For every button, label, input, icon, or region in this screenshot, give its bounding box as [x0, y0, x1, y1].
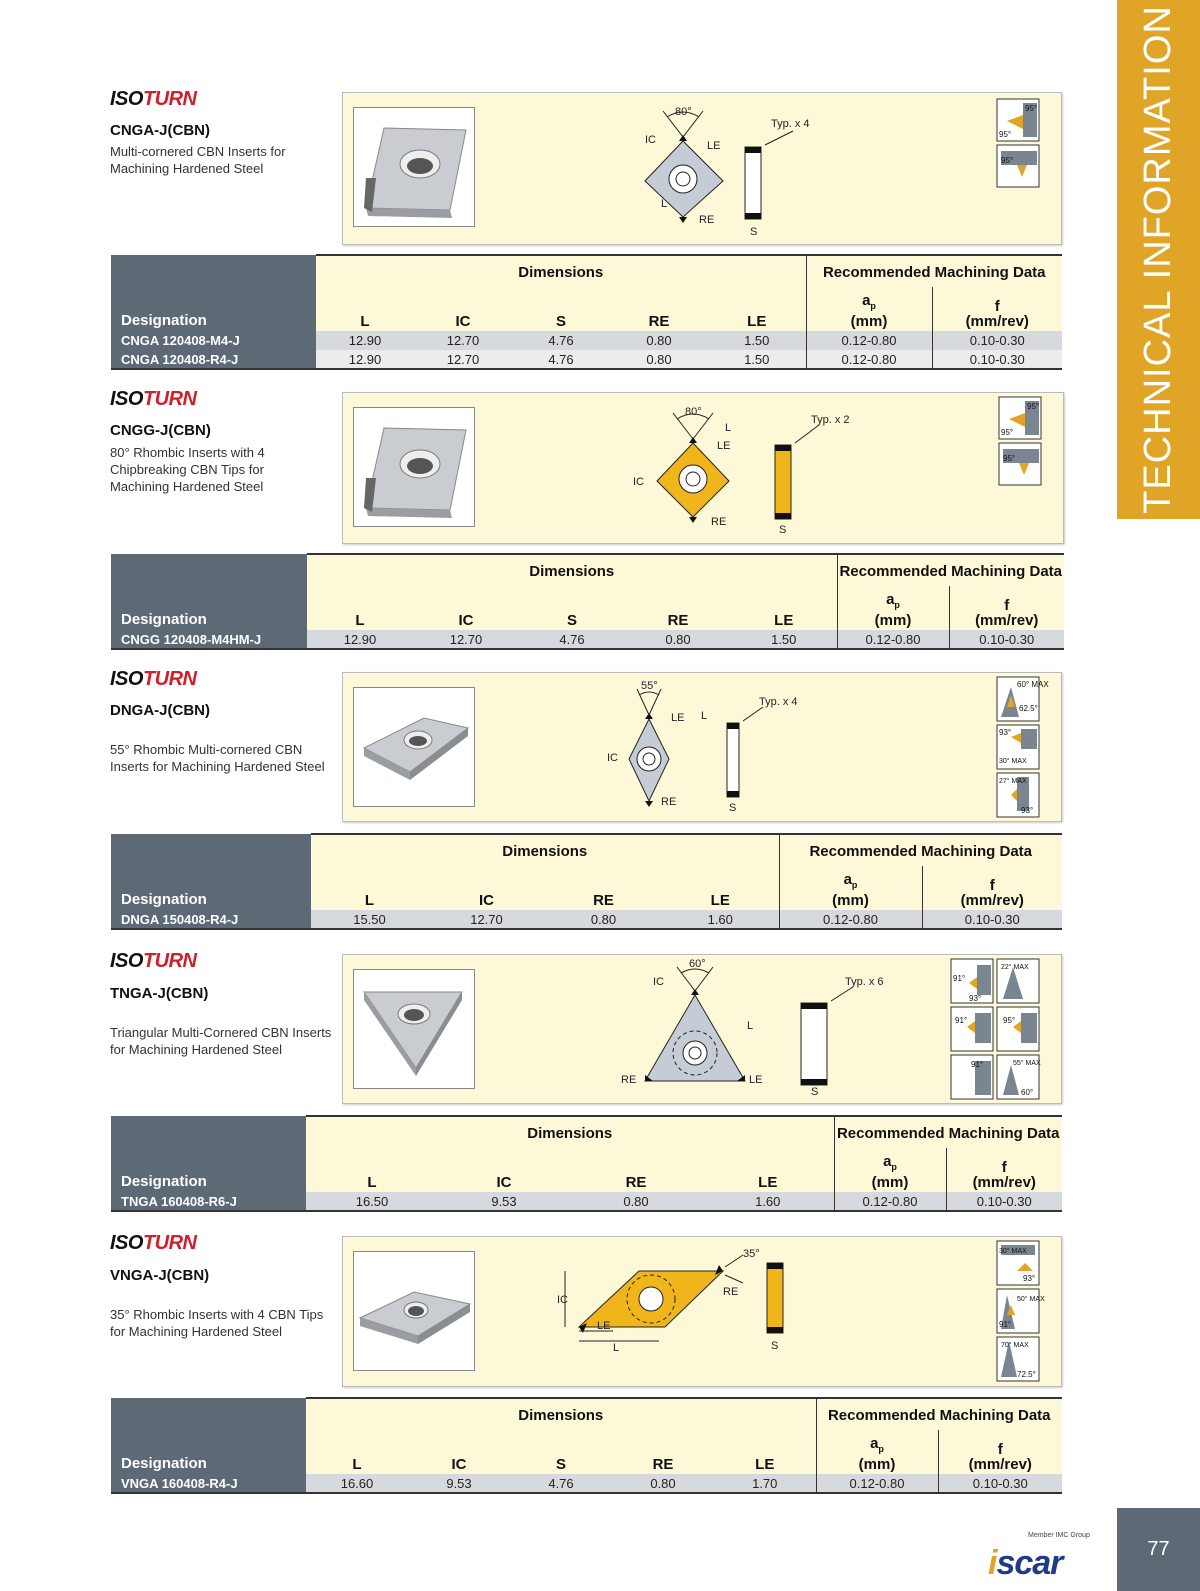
svg-text:80°: 80°	[675, 106, 692, 118]
svg-text:91°: 91°	[955, 1016, 968, 1025]
svg-text:95°: 95°	[1001, 156, 1014, 165]
table-row: CNGG 120408-M4HM-J 12.90 12.70 4.76 0.80 1.50 0.12-0.80 0.10-0.30	[111, 630, 1064, 649]
machining-data-header: Recommended Machining Data	[834, 1116, 1062, 1148]
col-header: RE	[625, 586, 731, 630]
svg-text:70° MAX: 70° MAX	[1001, 1342, 1029, 1349]
operation-icons	[997, 99, 1041, 189]
svg-text:91°: 91°	[999, 1320, 1012, 1329]
svg-text:95°: 95°	[1001, 428, 1014, 437]
spec-table	[111, 833, 1062, 930]
operation-icons	[999, 397, 1043, 487]
spec-table	[111, 1115, 1062, 1212]
product-image-panel	[342, 672, 1062, 822]
dimensions-header: Dimensions	[316, 255, 806, 287]
dimensions-header: Dimensions	[311, 834, 779, 866]
svg-text:S: S	[779, 524, 787, 536]
insert-photo	[353, 107, 475, 227]
logo-member-text: Member IMC Group	[1028, 1532, 1090, 1539]
svg-text:95°: 95°	[1003, 454, 1016, 463]
side-tab	[1117, 0, 1200, 519]
isoturn-logo: ISOTURN	[110, 88, 197, 110]
svg-text:62.5°: 62.5°	[1019, 704, 1038, 713]
designation-header: Designation	[111, 1398, 306, 1474]
logo-wordmark: iscar	[988, 1544, 1063, 1582]
ap-header: $a_p$ (mm)	[816, 1430, 938, 1474]
svg-text:RE: RE	[723, 1286, 739, 1298]
f-header: f (mm/rev)	[946, 1148, 1062, 1192]
product-image-panel	[342, 954, 1062, 1104]
svg-text:L: L	[725, 422, 732, 434]
svg-text:93°: 93°	[969, 994, 982, 1003]
svg-text:55° MAX: 55° MAX	[1013, 1060, 1041, 1067]
svg-text:IC: IC	[645, 134, 656, 146]
svg-text:80°: 80°	[685, 406, 702, 418]
col-header: L	[316, 287, 414, 331]
table-row: CNGA 120408-M4-J 12.90 12.70 4.76 0.80 1.50 0.12-0.80 0.10-0.30	[111, 331, 1062, 350]
isoturn-logo: ISOTURN	[110, 668, 197, 690]
insert-photo	[353, 1251, 475, 1371]
col-header: L	[307, 586, 413, 630]
machining-data-header: Recommended Machining Data	[837, 554, 1064, 586]
insert-diagram	[623, 101, 843, 241]
svg-text:Typ. x 2: Typ. x 2	[811, 414, 850, 426]
svg-text:LE: LE	[597, 1320, 611, 1332]
svg-text:L: L	[701, 710, 708, 722]
operation-icons	[951, 959, 1043, 1101]
iscar-logo	[988, 1532, 1090, 1582]
svg-text:95°: 95°	[1025, 104, 1038, 113]
svg-text:L: L	[747, 1020, 754, 1032]
insert-diagram	[603, 679, 863, 819]
operation-icons	[997, 677, 1049, 819]
page-number: 77	[1117, 1508, 1200, 1591]
svg-text:RE: RE	[711, 516, 727, 528]
svg-text:30° MAX: 30° MAX	[999, 1248, 1027, 1255]
product-description: 55° Rhombic Multi-cornered CBN Inserts for Machining Hardened Steel	[110, 742, 325, 774]
col-header: LE	[708, 287, 806, 331]
insert-photo	[353, 687, 475, 807]
ap-header: $a_p$ (mm)	[834, 1148, 946, 1192]
svg-text:30° MAX: 30° MAX	[999, 758, 1027, 765]
dimensions-header: Dimensions	[307, 554, 837, 586]
isoturn-logo: ISOTURN	[110, 950, 197, 972]
svg-text:LE: LE	[749, 1074, 763, 1086]
svg-text:22° MAX: 22° MAX	[1001, 964, 1029, 971]
insert-photo	[353, 969, 475, 1089]
dimensions-header: Dimensions	[306, 1116, 834, 1148]
svg-text:S: S	[729, 802, 737, 814]
svg-text:S: S	[811, 1086, 819, 1098]
svg-text:93°: 93°	[1023, 1274, 1036, 1283]
col-header: RE	[545, 866, 662, 910]
ap-header: $a_p$ (mm)	[806, 287, 932, 331]
svg-text:27° MAX: 27° MAX	[999, 778, 1027, 785]
insert-diagram	[553, 1243, 853, 1383]
insert-diagram	[623, 401, 883, 541]
product-description: 35° Rhombic Inserts with 4 CBN Tips for Machining Hardened Steel	[110, 1307, 324, 1339]
col-header: IC	[414, 287, 512, 331]
spec-table	[111, 1397, 1062, 1494]
product-description: 80° Rhombic Inserts with 4 Chipbreaking CBN Tips for Machining Hardened Steel	[110, 445, 265, 494]
product-description: Triangular Multi-Cornered CBN Inserts for Machining Hardened Steel	[110, 1025, 332, 1057]
svg-text:IC: IC	[557, 1294, 568, 1306]
f-header: f (mm/rev)	[938, 1430, 1062, 1474]
col-header: RE	[610, 287, 708, 331]
svg-text:Typ. x 6: Typ. x 6	[845, 976, 884, 988]
product-image-panel	[342, 92, 1062, 245]
col-header: LE	[714, 1430, 816, 1474]
insert-photo	[353, 407, 475, 527]
svg-text:60°: 60°	[1021, 1088, 1034, 1097]
col-header: RE	[570, 1148, 702, 1192]
svg-text:95°: 95°	[999, 130, 1012, 139]
ap-header: $a_p$ (mm)	[837, 586, 949, 630]
svg-text:IC: IC	[607, 752, 618, 764]
table-row: VNGA 160408-R4-J 16.60 9.53 4.76 0.80 1.70 0.12-0.80 0.10-0.30	[111, 1474, 1062, 1493]
svg-text:35°: 35°	[743, 1248, 760, 1260]
f-header: f (mm/rev)	[922, 866, 1062, 910]
svg-text:91°: 91°	[971, 1060, 984, 1069]
svg-text:RE: RE	[661, 796, 677, 808]
machining-data-header: Recommended Machining Data	[779, 834, 1062, 866]
col-header: S	[519, 586, 625, 630]
svg-text:LE: LE	[707, 140, 721, 152]
svg-text:72.5°: 72.5°	[1017, 1370, 1036, 1379]
designation-header: Designation	[111, 834, 311, 910]
table-row: TNGA 160408-R6-J 16.50 9.53 0.80 1.60 0.12-0.80 0.10-0.30	[111, 1192, 1062, 1211]
svg-text:L: L	[613, 1342, 620, 1354]
table-row: CNGA 120408-R4-J 12.90 12.70 4.76 0.80 1.50 0.12-0.80 0.10-0.30	[111, 350, 1062, 369]
col-header: LE	[731, 586, 837, 630]
col-header: L	[306, 1148, 438, 1192]
col-header: L	[306, 1430, 408, 1474]
svg-text:RE: RE	[699, 214, 715, 226]
col-header: IC	[428, 866, 545, 910]
svg-text:93°: 93°	[999, 728, 1012, 737]
f-header: f (mm/rev)	[949, 586, 1064, 630]
insert-diagram	[613, 959, 893, 1103]
col-header: IC	[408, 1430, 510, 1474]
svg-text:60°: 60°	[689, 958, 706, 970]
ap-header: $a_p$ (mm)	[779, 866, 922, 910]
col-header: IC	[438, 1148, 570, 1192]
svg-text:S: S	[750, 226, 758, 238]
designation-header: Designation	[111, 255, 316, 331]
product-code: DNGA-J(CBN)	[110, 702, 210, 719]
product-description: Multi-cornered CBN Inserts for Machining Hardened Steel	[110, 144, 286, 176]
col-header: LE	[702, 1148, 834, 1192]
product-image-panel	[342, 392, 1064, 544]
table-row: DNGA 150408-R4-J 15.50 12.70 0.80 1.60 0.12-0.80 0.10-0.30	[111, 910, 1062, 929]
svg-text:50° MAX: 50° MAX	[1017, 1296, 1045, 1303]
product-code: CNGG-J(CBN)	[110, 422, 211, 439]
col-header: LE	[662, 866, 779, 910]
svg-text:RE: RE	[621, 1074, 637, 1086]
svg-text:60° MAX: 60° MAX	[1017, 680, 1049, 689]
svg-text:IC: IC	[633, 476, 644, 488]
svg-text:L: L	[661, 198, 668, 210]
svg-text:LE: LE	[671, 712, 685, 724]
svg-text:95°: 95°	[1003, 1016, 1016, 1025]
product-code: TNGA-J(CBN)	[110, 985, 209, 1002]
f-header: f (mm/rev)	[932, 287, 1062, 331]
svg-text:Typ. x 4: Typ. x 4	[759, 696, 798, 708]
svg-text:93°: 93°	[1021, 806, 1034, 815]
product-code: CNGA-J(CBN)	[110, 122, 210, 139]
spec-table	[111, 553, 1064, 650]
col-header: L	[311, 866, 428, 910]
col-header: S	[510, 1430, 612, 1474]
svg-text:55°: 55°	[641, 680, 658, 692]
machining-data-header: Recommended Machining Data	[816, 1398, 1062, 1430]
svg-text:IC: IC	[653, 976, 664, 988]
side-tab-label: TECHNICAL INFORMATION	[1137, 5, 1179, 514]
isoturn-logo: ISOTURN	[110, 388, 197, 410]
isoturn-logo: ISOTURN	[110, 1232, 197, 1254]
svg-text:S: S	[771, 1340, 779, 1352]
svg-text:95°: 95°	[1027, 402, 1040, 411]
svg-text:LE: LE	[717, 440, 731, 452]
product-code: VNGA-J(CBN)	[110, 1267, 210, 1284]
spec-table	[111, 254, 1062, 370]
svg-text:Typ. x 4: Typ. x 4	[771, 118, 810, 130]
col-header: IC	[413, 586, 519, 630]
product-image-panel	[342, 1236, 1062, 1387]
designation-header: Designation	[111, 554, 307, 630]
operation-icons	[997, 1241, 1045, 1383]
svg-text:91°: 91°	[953, 974, 966, 983]
col-header: RE	[612, 1430, 714, 1474]
designation-header: Designation	[111, 1116, 306, 1192]
machining-data-header: Recommended Machining Data	[806, 255, 1062, 287]
col-header: S	[512, 287, 610, 331]
dimensions-header: Dimensions	[306, 1398, 816, 1430]
